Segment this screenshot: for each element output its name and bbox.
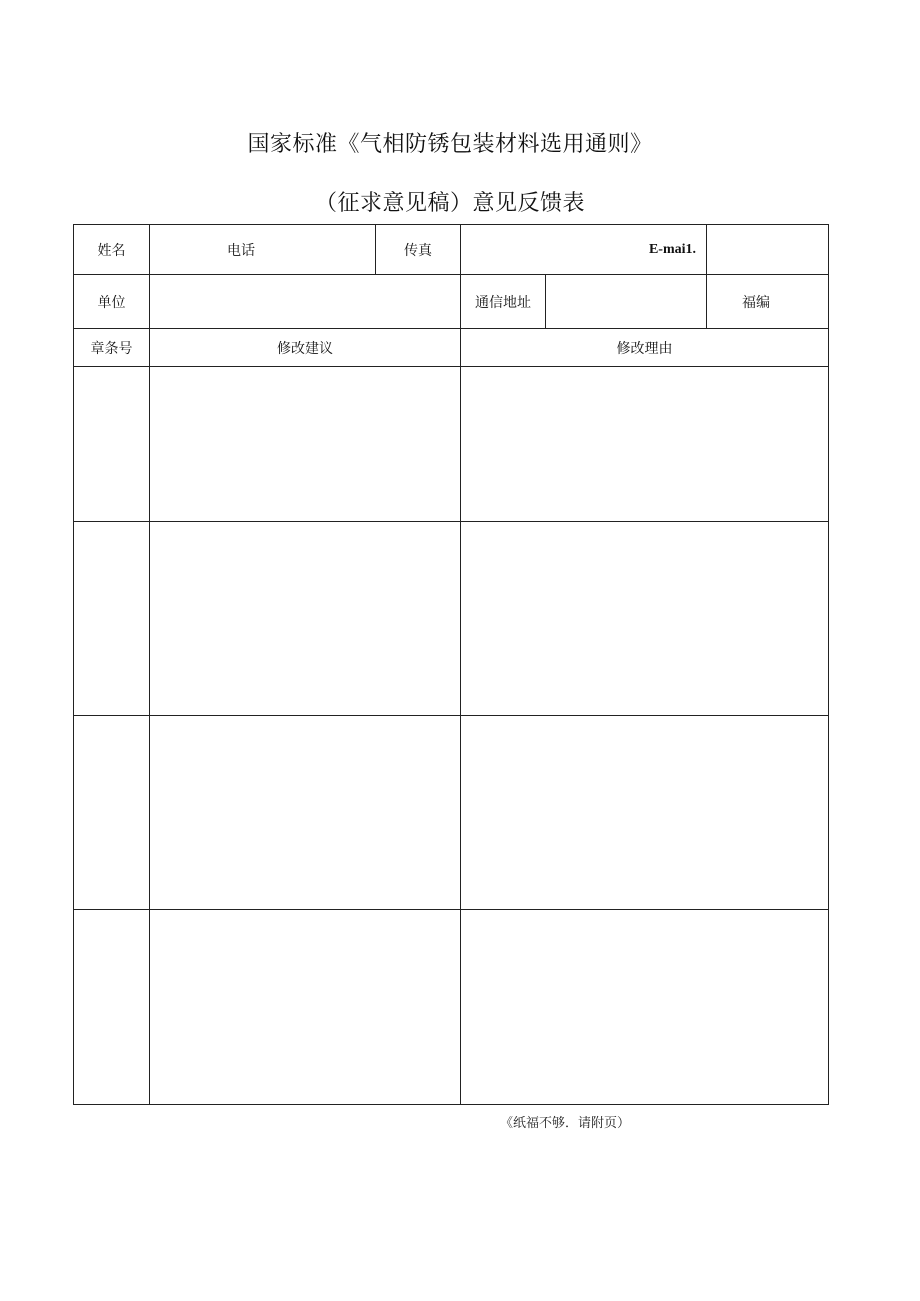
phone-label: 电话	[150, 225, 376, 275]
reason-column-header: 修改理由	[461, 329, 829, 367]
reason-field[interactable]	[461, 716, 829, 910]
attachment-note: 《纸福不够．请附页）	[500, 1116, 631, 1131]
entry-row	[74, 716, 829, 910]
suggestion-field[interactable]	[150, 522, 461, 716]
document-subtitle: （征求意见稿）意见反馈表	[314, 191, 585, 216]
email-field[interactable]	[707, 225, 829, 275]
email-label: E-mai1.	[461, 225, 707, 275]
unit-label: 单位	[74, 275, 150, 329]
zipcode-label: 福编	[707, 275, 829, 329]
column-header-row	[74, 329, 829, 367]
address-field[interactable]	[546, 275, 707, 329]
clause-field[interactable]	[74, 367, 150, 522]
unit-row	[74, 275, 829, 329]
contact-row	[74, 225, 829, 275]
fax-label: 传真	[376, 225, 461, 275]
clause-field[interactable]	[74, 522, 150, 716]
entry-row	[74, 367, 829, 522]
reason-field[interactable]	[461, 522, 829, 716]
reason-field[interactable]	[461, 910, 829, 1105]
suggestion-field[interactable]	[150, 367, 461, 522]
reason-field[interactable]	[461, 367, 829, 522]
name-label: 姓名	[74, 225, 150, 275]
entry-row	[74, 910, 829, 1105]
document-title: 国家标准《气相防锈包装材料选用通则》	[247, 132, 653, 157]
unit-field[interactable]	[150, 275, 461, 329]
entry-row	[74, 522, 829, 716]
clause-field[interactable]	[74, 716, 150, 910]
suggestion-column-header: 修改建议	[150, 329, 461, 367]
address-label: 通信地址	[461, 275, 546, 329]
suggestion-field[interactable]	[150, 910, 461, 1105]
clause-field[interactable]	[74, 910, 150, 1105]
feedback-form-table	[73, 224, 829, 1105]
suggestion-field[interactable]	[150, 716, 461, 910]
clause-column-header: 章条号	[74, 329, 150, 367]
